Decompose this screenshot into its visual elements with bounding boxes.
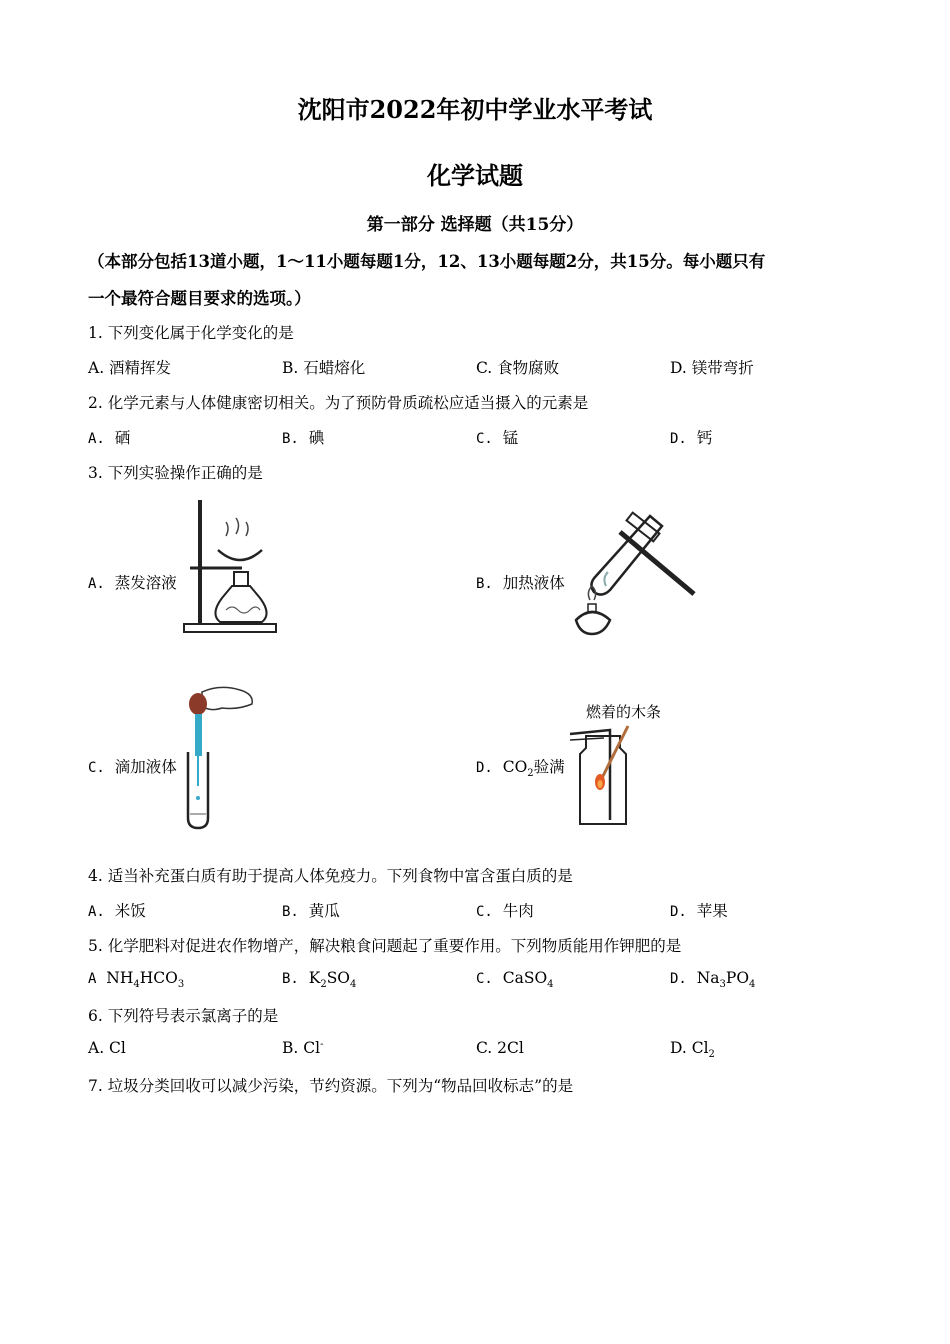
q5-option-c: C. CaSO$_4$ [476,969,554,991]
q4-option-c: C. 牛肉 [476,902,534,920]
q3-option-c: C. 滴加液体 [88,758,177,776]
q5-option-b: B. $K_2SO_4$ [282,969,357,991]
q6-option-d: D. $Cl_2$ [670,1039,715,1061]
question-7-stem: 7. 垃圾分类回收可以减少污染，节约资源。下列为“物品回收标志”的是 [88,1077,574,1095]
exam-title: 沈阳市2022年初中学业水平考试 [297,95,653,124]
q5-option-d: D. $Na_3PO_4$ [670,969,756,991]
exam-subtitle: 化学试题 [427,161,523,190]
co2-collection-figure [566,724,636,830]
question-4-stem: 4. 适当补充蛋白质有助于提高人体免疫力。下列食物中富含蛋白质的是 [88,867,573,885]
heating-liquid-figure [568,508,700,640]
q2-option-d: D. 钙 [670,429,713,447]
q3-option-a: A. 蒸发溶液 [88,574,177,592]
section-intro-line2: 一个最符合题目要求的选项。） [88,289,311,308]
q4-option-b: B. 黄瓜 [282,902,340,920]
question-1-stem: 1. 下列变化属于化学变化的是 [88,324,294,342]
question-2-stem: 2. 化学元素与人体健康密切相关。为了预防骨质疏松应适当摄入的元素是 [88,394,589,412]
q2-option-b: B. 碘 [282,429,325,447]
section-heading: 第一部分 选择题（共15分） [366,215,584,235]
question-6-stem: 6. 下列符号表示氯离子的是 [88,1007,279,1025]
dropper-testtube-figure [180,682,256,832]
q1-option-a: A. 酒精挥发 [88,359,172,377]
q1-option-c: C. 食物腐败 [476,359,560,377]
section-intro-line1: （本部分包括13道小题，1～11小题每题1分，12、13小题每题2分，共15分。每小题只有 [88,252,766,271]
question-3-stem: 3. 下列实验操作正确的是 [88,464,263,482]
q6-option-b: B. Cl- [282,1039,324,1058]
q4-option-d: D. 苹果 [670,902,728,920]
q1-option-d: D. 镁带弯折 [670,359,754,377]
question-5-stem: 5. 化学肥料对促进农作物增产，解决粮食问题起了重要作用。下列物质能用作钾肥的是 [88,937,682,955]
q3-option-b: B. 加热液体 [476,574,565,592]
q2-option-c: C. 锰 [476,429,519,447]
q5-option-a: A $NH_4HCO_3$ [88,969,185,991]
q2-option-a: A. 硒 [88,429,131,447]
q4-option-a: A. 米饭 [88,902,146,920]
q3-option-d: D. $CO_2$验满 [476,758,565,780]
evaporation-apparatus-figure [180,498,280,636]
burning-stick-label: 燃着的木条 [586,703,662,721]
q6-option-a: A. Cl [88,1039,126,1057]
q1-option-b: B. 石蜡熔化 [282,359,366,377]
q6-option-c: C. 2Cl [476,1039,524,1057]
